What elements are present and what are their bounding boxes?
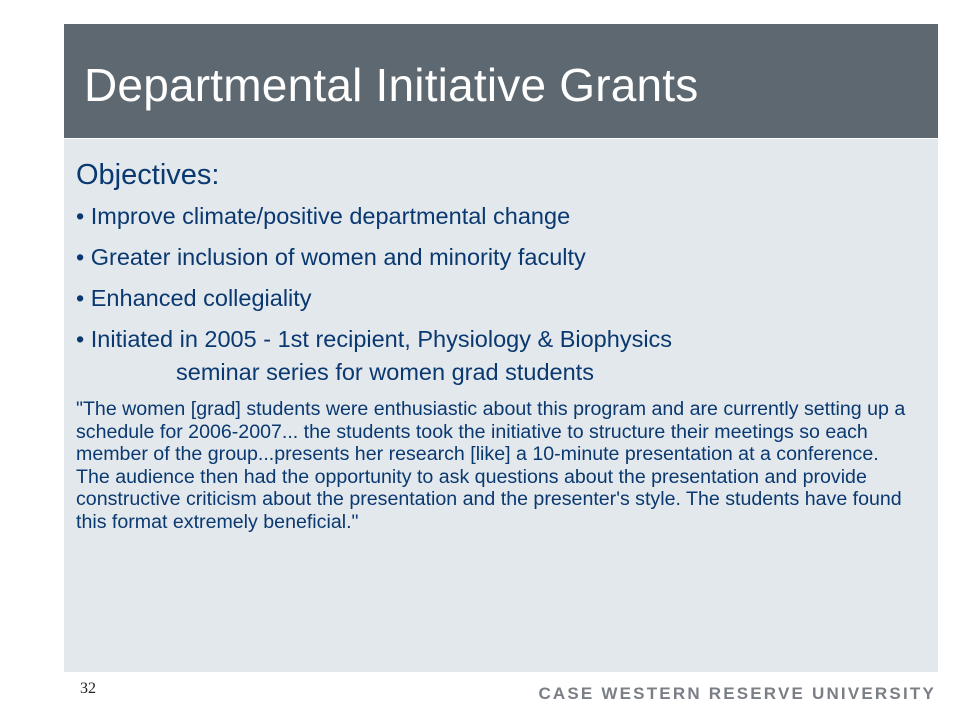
bullet-item: • Enhanced collegiality [76,285,312,311]
slide-title: Departmental Initiative Grants [84,59,699,111]
bullet-item: • Improve climate/positive departmental change [76,203,571,229]
objectives-heading: Objectives: [76,159,220,191]
page-number: 32 [80,680,96,697]
bullet-item: • Greater inclusion of women and minority faculty [76,244,586,270]
university-logo-text: CASE WESTERN RESERVE UNIVERSITY [538,684,936,703]
quote-text: "The women [grad] students were enthusiastic about this program and are currently setting up a schedule for 2006-2007... the students took the initiative to structure their meetings so each member of the group...presents her research [like] a 10-minute presentation at a conference. The audience then had the opportunity to ask questions about the presentation and provide constructive criticism about the presentation and the presenter's style. The students have found this format extremely beneficial." [76,398,906,533]
slide-content [64,139,938,672]
bullet-item: • Initiated in 2005 - 1st recipient, Physiology & Biophysics [76,326,673,352]
bullet-continuation: seminar series for women grad students [176,359,594,385]
title-bar [64,24,938,138]
